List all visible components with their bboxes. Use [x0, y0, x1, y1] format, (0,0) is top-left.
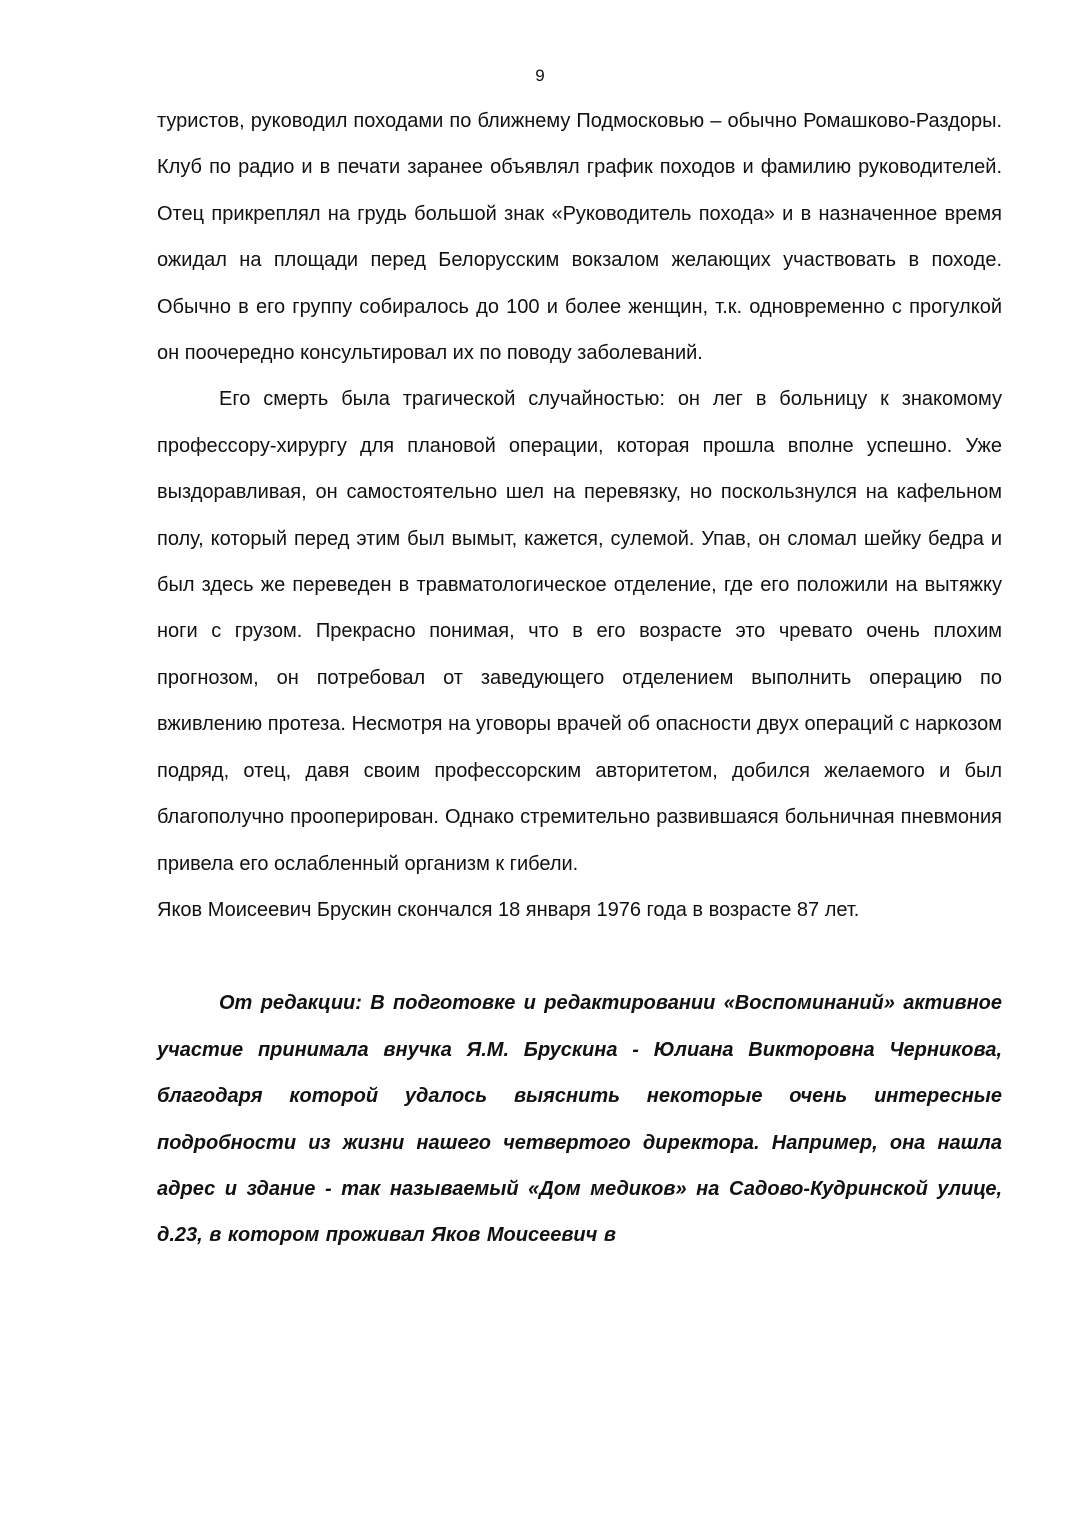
paragraph-hiking-club: туристов, руководил походами по ближнему Подмосковью – обычно Ромашково-Раздоры. Клуб по радио и в печати заранее объявлял график походов и фамилию руководителей. Отец прикреплял на грудь большой знак «Руководитель похода» и в назначенное время ожидал на площади перед Белорусским вокзалом желающих участвовать в походе. Обычно в его группу собиралось до 100 и более женщин, т.к. одновременно с прогулкой он поочередно консультировал их по поводу заболеваний.: [157, 110, 1002, 365]
page-number: 9: [535, 66, 545, 85]
paragraph-death-date: Яков Моисеевич Брускин скончался 18 января 1976 года в возрасте 87 лет.: [157, 898, 860, 921]
document-body: [157, 98, 1002, 1259]
editorial-note: От редакции: В подготовке и редактировании «Воспоминаний» активное участие принимала внучка Я.М. Брускина - Юлиана Викторовна Черникова, благодаря которой удалось выяснить некоторые очень интересные подробности из жизни нашего четвертого директора. Например, она нашла адрес и здание - так называемый «Дом медиков» на Садово-Кудринской улице, д.23, в котором проживал Яков Моисеевич в: [157, 992, 1002, 1247]
paragraph-death-circumstances: Его смерть была трагической случайностью: он лег в больницу к знакомому профессору-хирургу для плановой операции, которая прошла вполне успешно. Уже выздоравливая, он самостоятельно шел на перевязку, но поскользнулся на кафельном полу, который перед этим был вымыт, кажется, сулемой. Упав, он сломал шейку бедра и был здесь же переведен в травматологическое отделение, где его положили на вытяжку ноги с грузом. Прекрасно понимая, что в его возрасте это чревато очень плохим прогнозом, он потребовал от заведующего отделением выполнить операцию по вживлению протеза. Несмотря на уговоры врачей об опасности двух операций с наркозом подряд, отец, давя своим профессорским авторитетом, добился желаемого и был благополучно прооперирован. Однако стремительно развившаяся больничная пневмония привела его ослабленный организм к гибели.: [157, 388, 1002, 875]
